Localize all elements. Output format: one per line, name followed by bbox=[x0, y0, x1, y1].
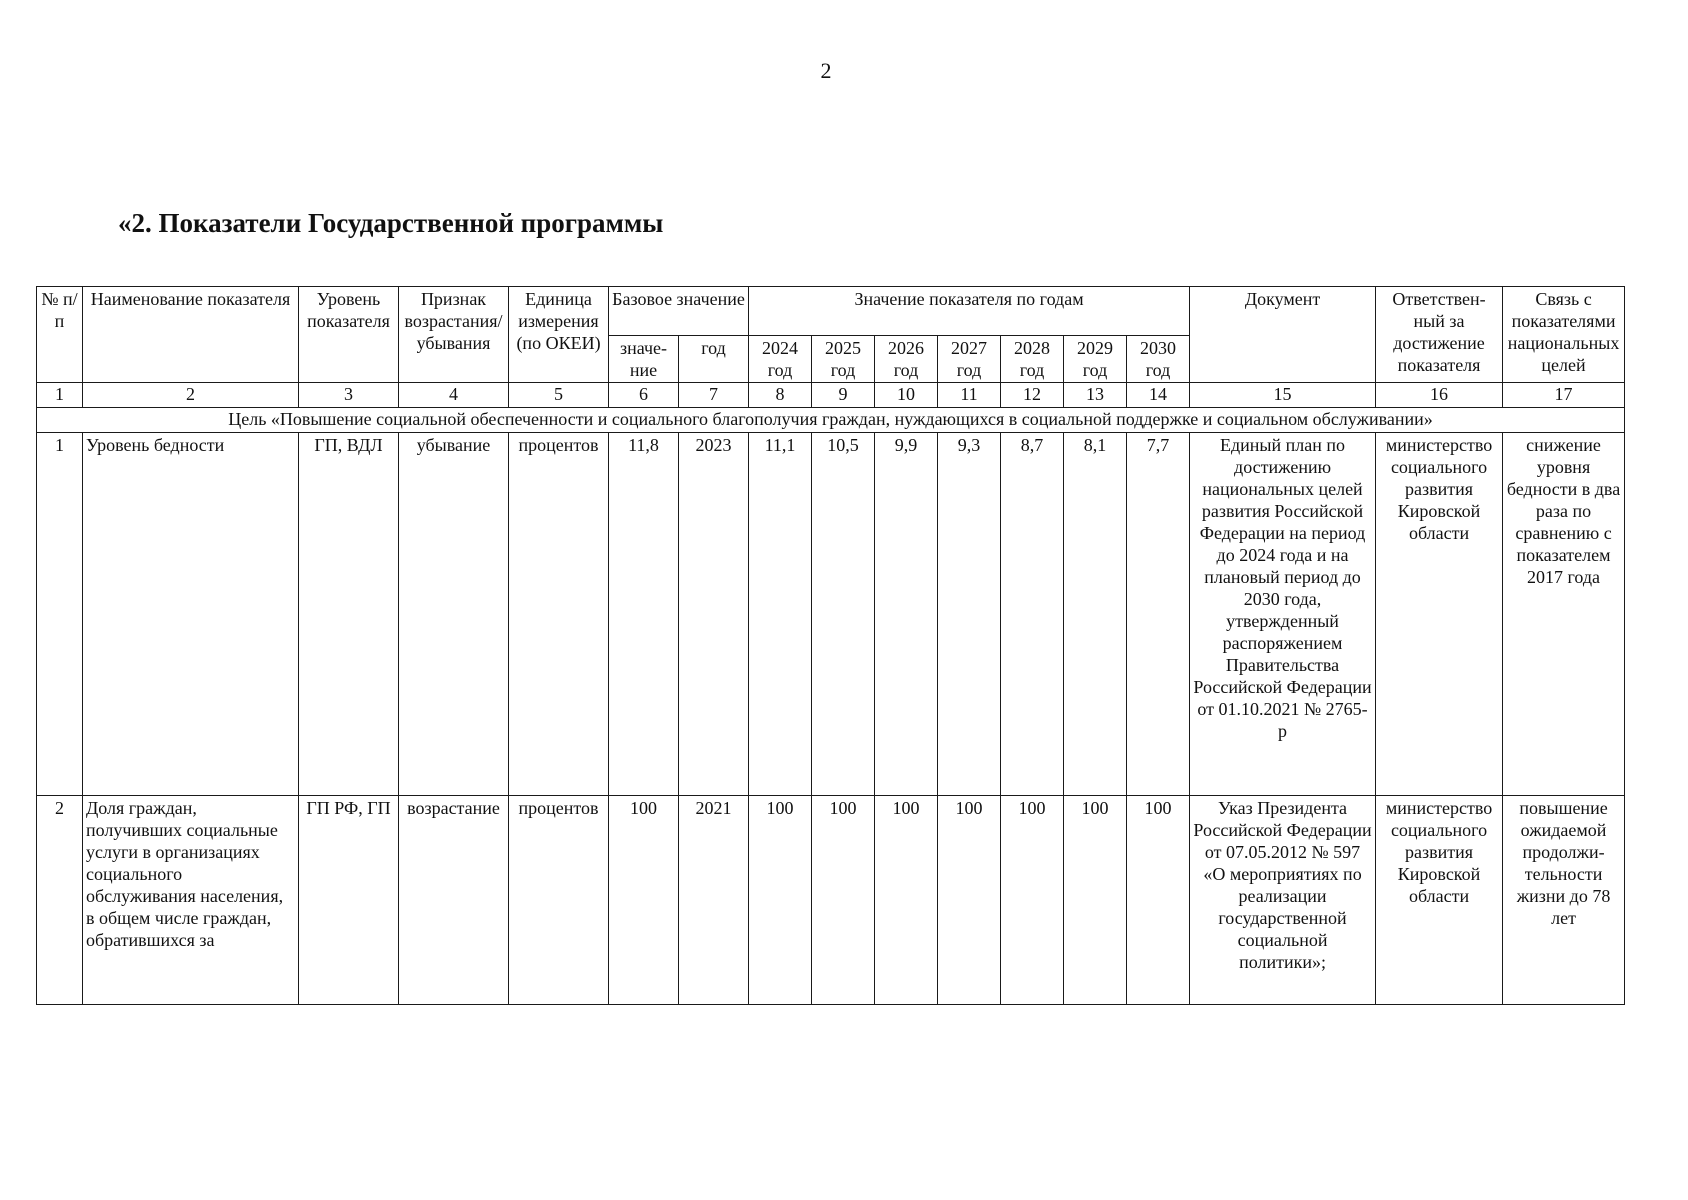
value-2030 bbox=[1127, 796, 1190, 1005]
column-number: 6 bbox=[609, 383, 679, 408]
column-number: 11 bbox=[938, 383, 1001, 408]
header-base-year: год bbox=[679, 336, 749, 383]
column-number: 8 bbox=[749, 383, 812, 408]
column-number: 7 bbox=[679, 383, 749, 408]
column-numbers-row bbox=[37, 383, 1625, 408]
header-responsible: Ответствен- ный за достижение показателя bbox=[1376, 287, 1503, 383]
row-num bbox=[37, 796, 83, 1005]
base-value bbox=[609, 796, 679, 1005]
base-year-text: 2021 bbox=[695, 798, 732, 818]
header-num: № п/п bbox=[37, 287, 83, 383]
value-2029 bbox=[1064, 796, 1127, 1005]
header-link: Связь с показателями национальных целей bbox=[1503, 287, 1625, 383]
value-2028: 8,7 bbox=[1001, 433, 1064, 796]
column-number: 13 bbox=[1064, 383, 1127, 408]
value-2028 bbox=[1001, 796, 1064, 1005]
value-2026 bbox=[875, 796, 938, 1005]
column-number: 9 bbox=[812, 383, 875, 408]
page-number: 2 bbox=[820, 58, 832, 83]
indicator-trend-text: возрастание bbox=[407, 798, 500, 818]
value-2025 bbox=[812, 796, 875, 1005]
value-2030-text: 100 bbox=[1144, 798, 1172, 818]
header-year-2029: 2029 год bbox=[1064, 336, 1127, 383]
value-2026: 9,9 bbox=[875, 433, 938, 796]
row-num: 1 bbox=[37, 433, 83, 796]
indicators-table-wrapper bbox=[36, 286, 1624, 1005]
document-reference bbox=[1190, 796, 1376, 1005]
national-goal-link-text: повышение ожидаемой продолжи- тельности жизни до 78 лет bbox=[1516, 798, 1611, 928]
value-2029: 8,1 bbox=[1064, 433, 1127, 796]
document-reference-text: Указ Президента Российской Федерации от 07.05.2012 № 597 «О мероприятиях по реализации государственной социальной политики»; bbox=[1193, 798, 1372, 972]
header-base: Базовое значение bbox=[609, 287, 749, 336]
responsible-body: министерство социального развития Кировской области bbox=[1376, 433, 1503, 796]
column-number: 17 bbox=[1503, 383, 1625, 408]
value-2024 bbox=[749, 796, 812, 1005]
goal-row bbox=[37, 408, 1625, 433]
national-goal-link bbox=[1503, 796, 1625, 1005]
column-number: 10 bbox=[875, 383, 938, 408]
national-goal-link: снижение уровня бедности в два раза по сравнению с показателем 2017 года bbox=[1503, 433, 1625, 796]
value-2024: 11,1 bbox=[749, 433, 812, 796]
column-number: 16 bbox=[1376, 383, 1503, 408]
indicator-name: Уровень бедности bbox=[83, 433, 299, 796]
value-2030: 7,7 bbox=[1127, 433, 1190, 796]
section-title: «2. Показатели Государственной программы bbox=[118, 208, 664, 238]
header-level: Уровень показателя bbox=[299, 287, 399, 383]
value-2025: 10,5 bbox=[812, 433, 875, 796]
indicator-name-text: Доля граждан, получивших социальные услуги в организациях социального обслуживания населения, в общем числе граждан, обратившихся за bbox=[86, 798, 284, 950]
value-2025-text: 100 bbox=[829, 798, 857, 818]
indicator-unit bbox=[509, 796, 609, 1005]
column-number: 1 bbox=[37, 383, 83, 408]
column-number: 15 bbox=[1190, 383, 1376, 408]
header-trend: Признак возрастания/ убывания bbox=[399, 287, 509, 383]
header-values-by-year: Значение показателя по годам bbox=[749, 287, 1190, 336]
header-document: Документ bbox=[1190, 287, 1376, 383]
indicator-trend: убывание bbox=[399, 433, 509, 796]
column-number: 4 bbox=[399, 383, 509, 408]
table-row bbox=[37, 796, 1625, 1005]
responsible-body bbox=[1376, 796, 1503, 1005]
indicator-level bbox=[299, 796, 399, 1005]
header-year-2028: 2028 год bbox=[1001, 336, 1064, 383]
value-2024-text: 100 bbox=[766, 798, 794, 818]
header-year-2026: 2026 год bbox=[875, 336, 938, 383]
value-2027-text: 100 bbox=[955, 798, 983, 818]
column-number: 3 bbox=[299, 383, 399, 408]
indicator-trend bbox=[399, 796, 509, 1005]
indicator-unit-text: процентов bbox=[518, 798, 599, 818]
column-number: 2 bbox=[83, 383, 299, 408]
base-value: 11,8 bbox=[609, 433, 679, 796]
header-base-value: значе- ние bbox=[609, 336, 679, 383]
indicator-name bbox=[83, 796, 299, 1005]
row-num-text: 2 bbox=[55, 798, 64, 818]
indicator-unit: процентов bbox=[509, 433, 609, 796]
header-year-2030: 2030 год bbox=[1127, 336, 1190, 383]
value-2028-text: 100 bbox=[1018, 798, 1046, 818]
base-value-text: 100 bbox=[630, 798, 657, 818]
base-year: 2023 bbox=[679, 433, 749, 796]
header-year-2024: 2024 год bbox=[749, 336, 812, 383]
value-2027 bbox=[938, 796, 1001, 1005]
table-row bbox=[37, 433, 1625, 796]
responsible-body-text: министерство социального развития Кировской области bbox=[1385, 798, 1493, 906]
header-name: Наименование показателя bbox=[83, 287, 299, 383]
goal-text: Цель «Повышение социальной обеспеченности и социального благополучия граждан, нуждающихся в социальной поддержке и социальном обслуживании» bbox=[37, 408, 1625, 433]
base-year bbox=[679, 796, 749, 1005]
header-year-2027: 2027 год bbox=[938, 336, 1001, 383]
header-year-2025: 2025 год bbox=[812, 336, 875, 383]
header-unit: Единица измерения (по ОКЕИ) bbox=[509, 287, 609, 383]
document-reference: Единый план по достижению национальных целей развития Российской Федерации на период до 2024 года и на плановый период до 2030 года, утвержденный распоряжением Правительства Российской Федерации от 01.10.2021 № 2765-р bbox=[1190, 433, 1376, 796]
column-number: 12 bbox=[1001, 383, 1064, 408]
indicators-table bbox=[36, 286, 1625, 1005]
indicator-level: ГП, ВДЛ bbox=[299, 433, 399, 796]
value-2026-text: 100 bbox=[892, 798, 920, 818]
column-number: 14 bbox=[1127, 383, 1190, 408]
column-number: 5 bbox=[509, 383, 609, 408]
indicator-level-text: ГП РФ, ГП bbox=[306, 798, 391, 818]
value-2029-text: 100 bbox=[1081, 798, 1109, 818]
value-2027: 9,3 bbox=[938, 433, 1001, 796]
